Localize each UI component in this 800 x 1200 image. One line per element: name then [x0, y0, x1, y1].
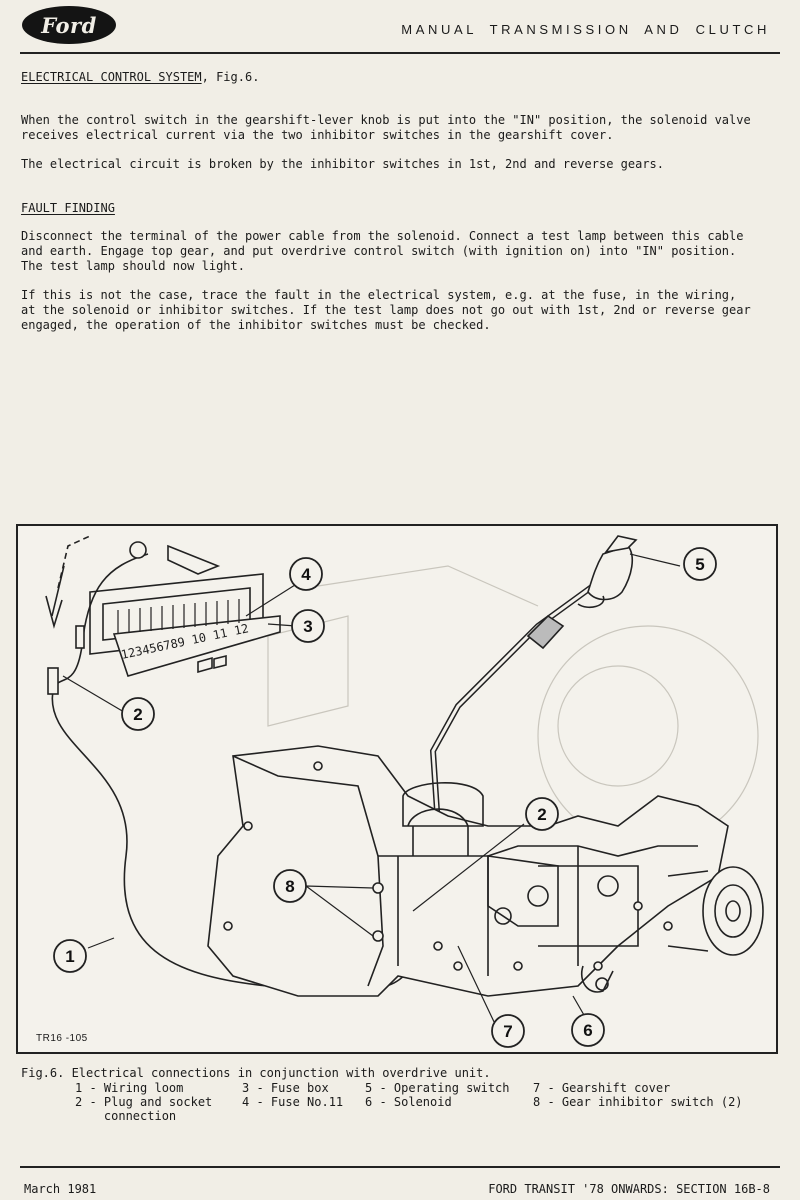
fault-finding-title: FAULT FINDING: [21, 201, 115, 215]
callout-label-4: 4: [301, 565, 311, 584]
legend-item-solenoid: 6 - Solenoid: [365, 1095, 452, 1109]
callout-label-3: 3: [303, 617, 313, 636]
electrical-paragraph-1: When the control switch in the gearshift-lever knob is put into the "IN" position, the solenoid valve receives electrical current via the two inhibitor switches in the gearshift cover.: [21, 113, 751, 142]
section-heading-electrical-title: ELECTRICAL CONTROL SYSTEM: [21, 70, 202, 84]
legend-item-gearshift-cover: 7 - Gearshift cover: [533, 1081, 671, 1095]
transmission-wiring-illustration: [18, 526, 778, 1054]
ford-logo-text: Ford: [41, 12, 97, 38]
fault-finding-paragraph-1: Disconnect the terminal of the power cable from the solenoid. Connect a test lamp between this cable and earth. Engage top gear, and put overdrive control switch (with ignition on) into "IN" position. The test lamp should now light.: [21, 229, 744, 273]
legend-item-plug-socket: 2 - Plug and socket: [75, 1095, 213, 1109]
legend-item-fuse-11: 4 - Fuse No.11: [242, 1095, 344, 1109]
ford-logo: [22, 6, 116, 44]
fuse-number-strip: 123456789 10 11 12: [119, 621, 250, 662]
callout-label-5: 5: [695, 555, 705, 574]
legend-item-operating-switch: 5 - Operating switch: [365, 1081, 510, 1095]
figure-caption: Fig.6. Electrical connections in conjunction with overdrive unit.: [21, 1066, 491, 1080]
section-heading-electrical: [21, 70, 259, 84]
footer-section-ref: FORD TRANSIT '78 ONWARDS: SECTION 16B-8: [488, 1182, 770, 1196]
legend-item-plug-socket-cont: connection: [75, 1109, 177, 1123]
header-rule: [20, 52, 780, 54]
legend-item-inhibitor-switch: 8 - Gear inhibitor switch (2): [533, 1095, 743, 1109]
figure-reference-code: TR16 -105: [36, 1033, 88, 1044]
section-heading-fault-finding: [21, 201, 115, 215]
figure-6-diagram: [16, 524, 778, 1054]
callout-label-1: 1: [65, 947, 75, 966]
legend-column-1: [75, 1081, 212, 1123]
callout-label-7: 7: [503, 1022, 513, 1041]
footer-rule: [20, 1166, 780, 1168]
callout-label-6: 6: [583, 1021, 593, 1040]
document-header-title: MANUAL TRANSMISSION AND CLUTCH: [401, 22, 770, 37]
callout-label-2-socket: 2: [537, 805, 547, 824]
legend-item-wiring-loom: 1 - Wiring loom: [75, 1081, 184, 1095]
legend-column-3: [365, 1081, 510, 1109]
callout-label-8: 8: [285, 877, 295, 896]
section-heading-electrical-suffix: , Fig.6.: [201, 70, 260, 84]
legend-column-2: [242, 1081, 343, 1109]
legend-item-fuse-box: 3 - Fuse box: [242, 1081, 329, 1095]
fault-finding-paragraph-2: If this is not the case, trace the fault in the electrical system, e.g. at the fuse, in the wiring, at the solenoid or inhibitor switches. If the test lamp does not go out with 1st, 2nd or reverse gear engaged, the operation of the inhibitor switches must be checked.: [21, 288, 751, 332]
legend-column-4: [533, 1081, 743, 1109]
electrical-paragraph-2: The electrical circuit is broken by the inhibitor switches in 1st, 2nd and reverse gears.: [21, 157, 664, 171]
footer-date: March 1981: [24, 1182, 97, 1196]
callout-label-2-plug: 2: [133, 705, 143, 724]
